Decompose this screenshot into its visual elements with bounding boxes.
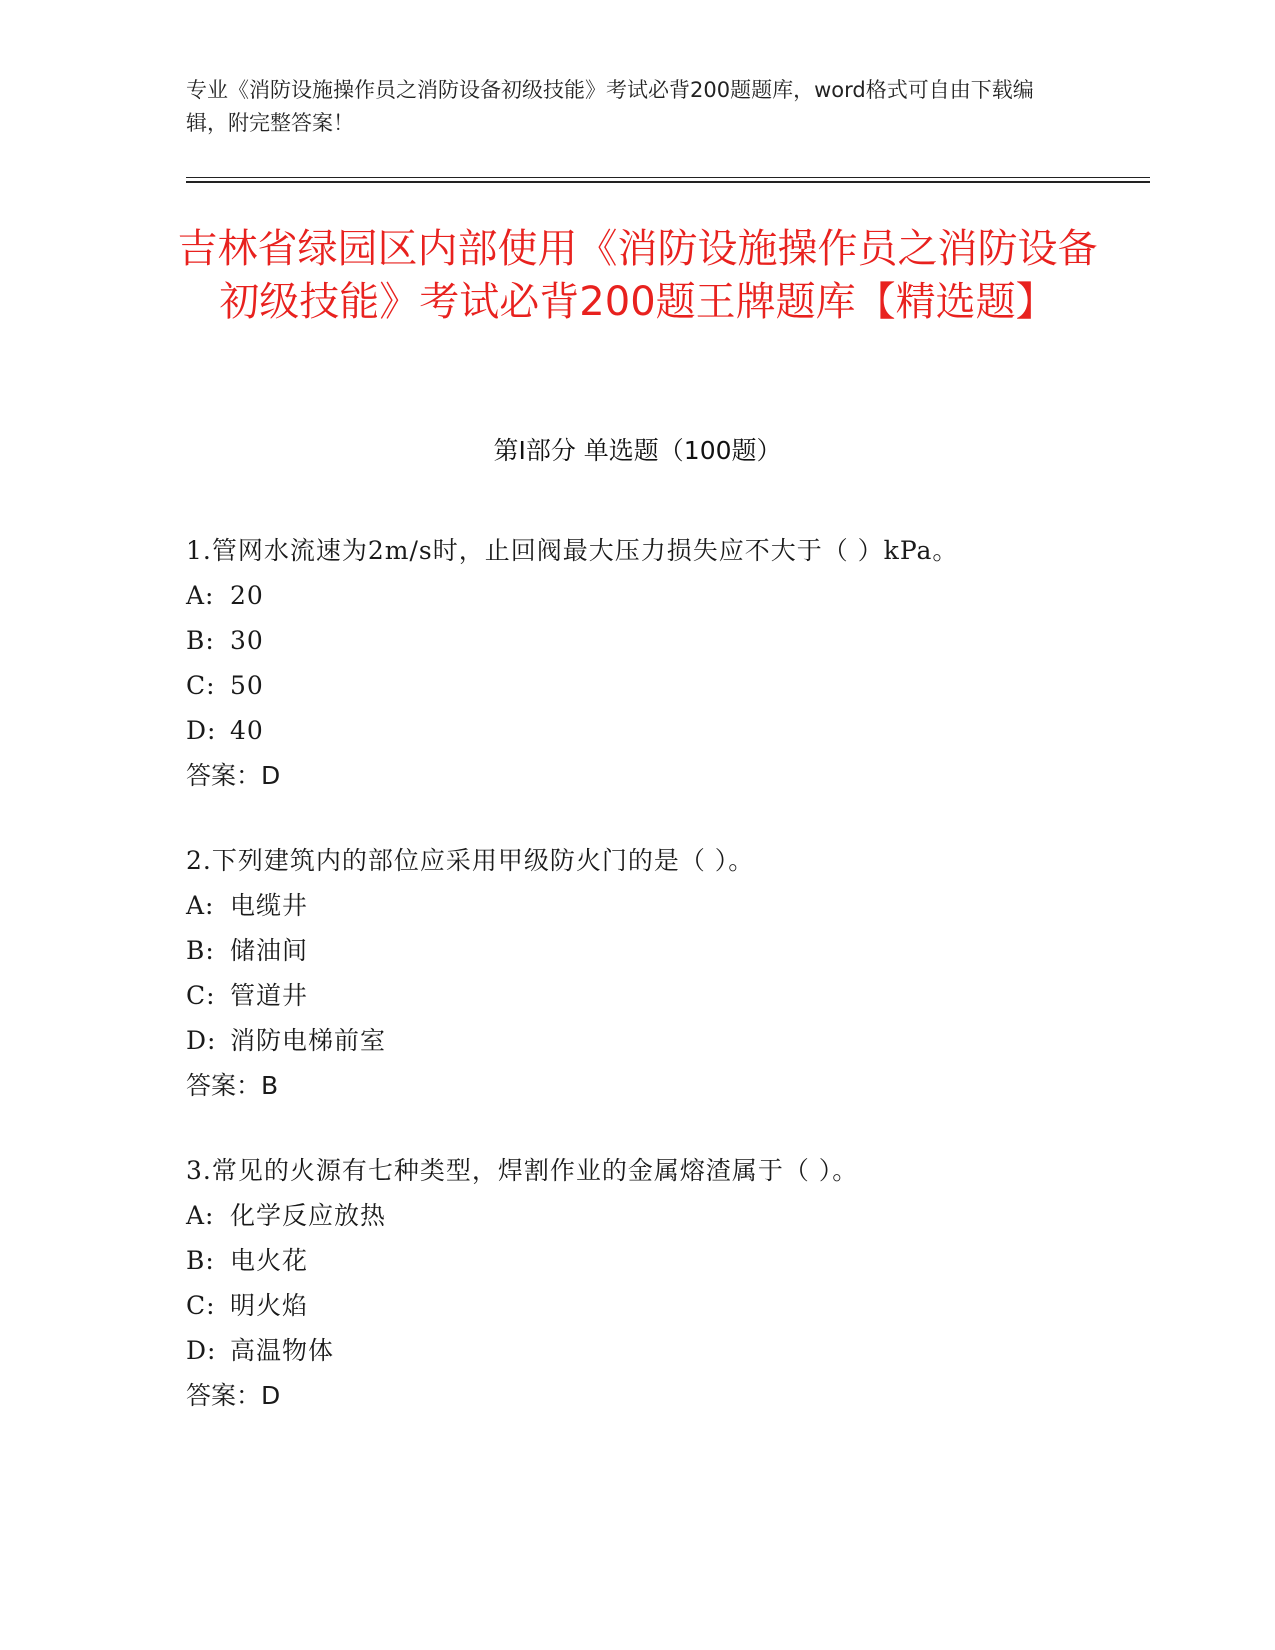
- option-letter: B:: [186, 626, 215, 655]
- option-text: 20: [230, 581, 264, 610]
- question-3: [186, 1148, 1146, 1418]
- option-text: 明火焰: [230, 1291, 309, 1320]
- option-c: [186, 1283, 1146, 1328]
- option-b: [186, 928, 1146, 973]
- option-letter: A:: [186, 581, 215, 610]
- question-2: [186, 838, 1146, 1108]
- header-divider-thin: [186, 177, 1150, 178]
- header-divider-thick: [186, 181, 1150, 183]
- question-stem: 2.下列建筑内的部位应采用甲级防火门的是（ ）。: [186, 846, 755, 875]
- answer-line: 答案：B: [186, 1071, 279, 1100]
- option-text: 50: [230, 671, 264, 700]
- question-1: [186, 528, 1146, 798]
- option-text: 40: [230, 716, 264, 745]
- option-d: [186, 1018, 1146, 1063]
- option-text: 化学反应放热: [230, 1201, 387, 1230]
- question-stem: 3.常见的火源有七种类型，焊割作业的金属熔渣属于（ ）。: [186, 1156, 859, 1185]
- option-text: 30: [230, 626, 264, 655]
- option-letter: C:: [186, 981, 216, 1010]
- option-letter: D:: [186, 716, 217, 745]
- option-text: 电缆井: [230, 891, 309, 920]
- option-b: [186, 1238, 1146, 1283]
- option-d: [186, 1328, 1146, 1373]
- section-title: 第I部分 单选题（100题）: [493, 436, 782, 465]
- option-d: [186, 708, 1146, 753]
- option-letter: D:: [186, 1026, 217, 1055]
- option-letter: A:: [186, 891, 215, 920]
- option-c: [186, 973, 1146, 1018]
- option-letter: A:: [186, 1201, 215, 1230]
- option-letter: B:: [186, 936, 215, 965]
- document-title: 吉林省绿园区内部使用《消防设施操作员之消防设备初级技能》考试必背200题王牌题库【精选题】: [177, 226, 1098, 325]
- option-a: [186, 1193, 1146, 1238]
- question-list: [186, 528, 1146, 1458]
- header-note: 专业《消防设施操作员之消防设备初级技能》考试必背200题题库，word格式可自由下载编辑，附完整答案！: [186, 78, 1034, 135]
- option-a: [186, 883, 1146, 928]
- option-b: [186, 618, 1146, 663]
- question-stem: 1.管网水流速为2m/s时，止回阀最大压力损失应不大于（ ）kPa。: [186, 536, 959, 565]
- option-letter: C:: [186, 671, 216, 700]
- option-c: [186, 663, 1146, 708]
- option-letter: C:: [186, 1291, 216, 1320]
- option-letter: D:: [186, 1336, 217, 1365]
- option-text: 高温物体: [230, 1336, 335, 1365]
- option-a: [186, 573, 1146, 618]
- answer-line: 答案：D: [186, 1381, 281, 1410]
- answer-line: 答案：D: [186, 761, 281, 790]
- option-text: 消防电梯前室: [230, 1026, 387, 1055]
- option-letter: B:: [186, 1246, 215, 1275]
- option-text: 储油间: [230, 936, 309, 965]
- option-text: 电火花: [230, 1246, 309, 1275]
- option-text: 管道井: [230, 981, 309, 1010]
